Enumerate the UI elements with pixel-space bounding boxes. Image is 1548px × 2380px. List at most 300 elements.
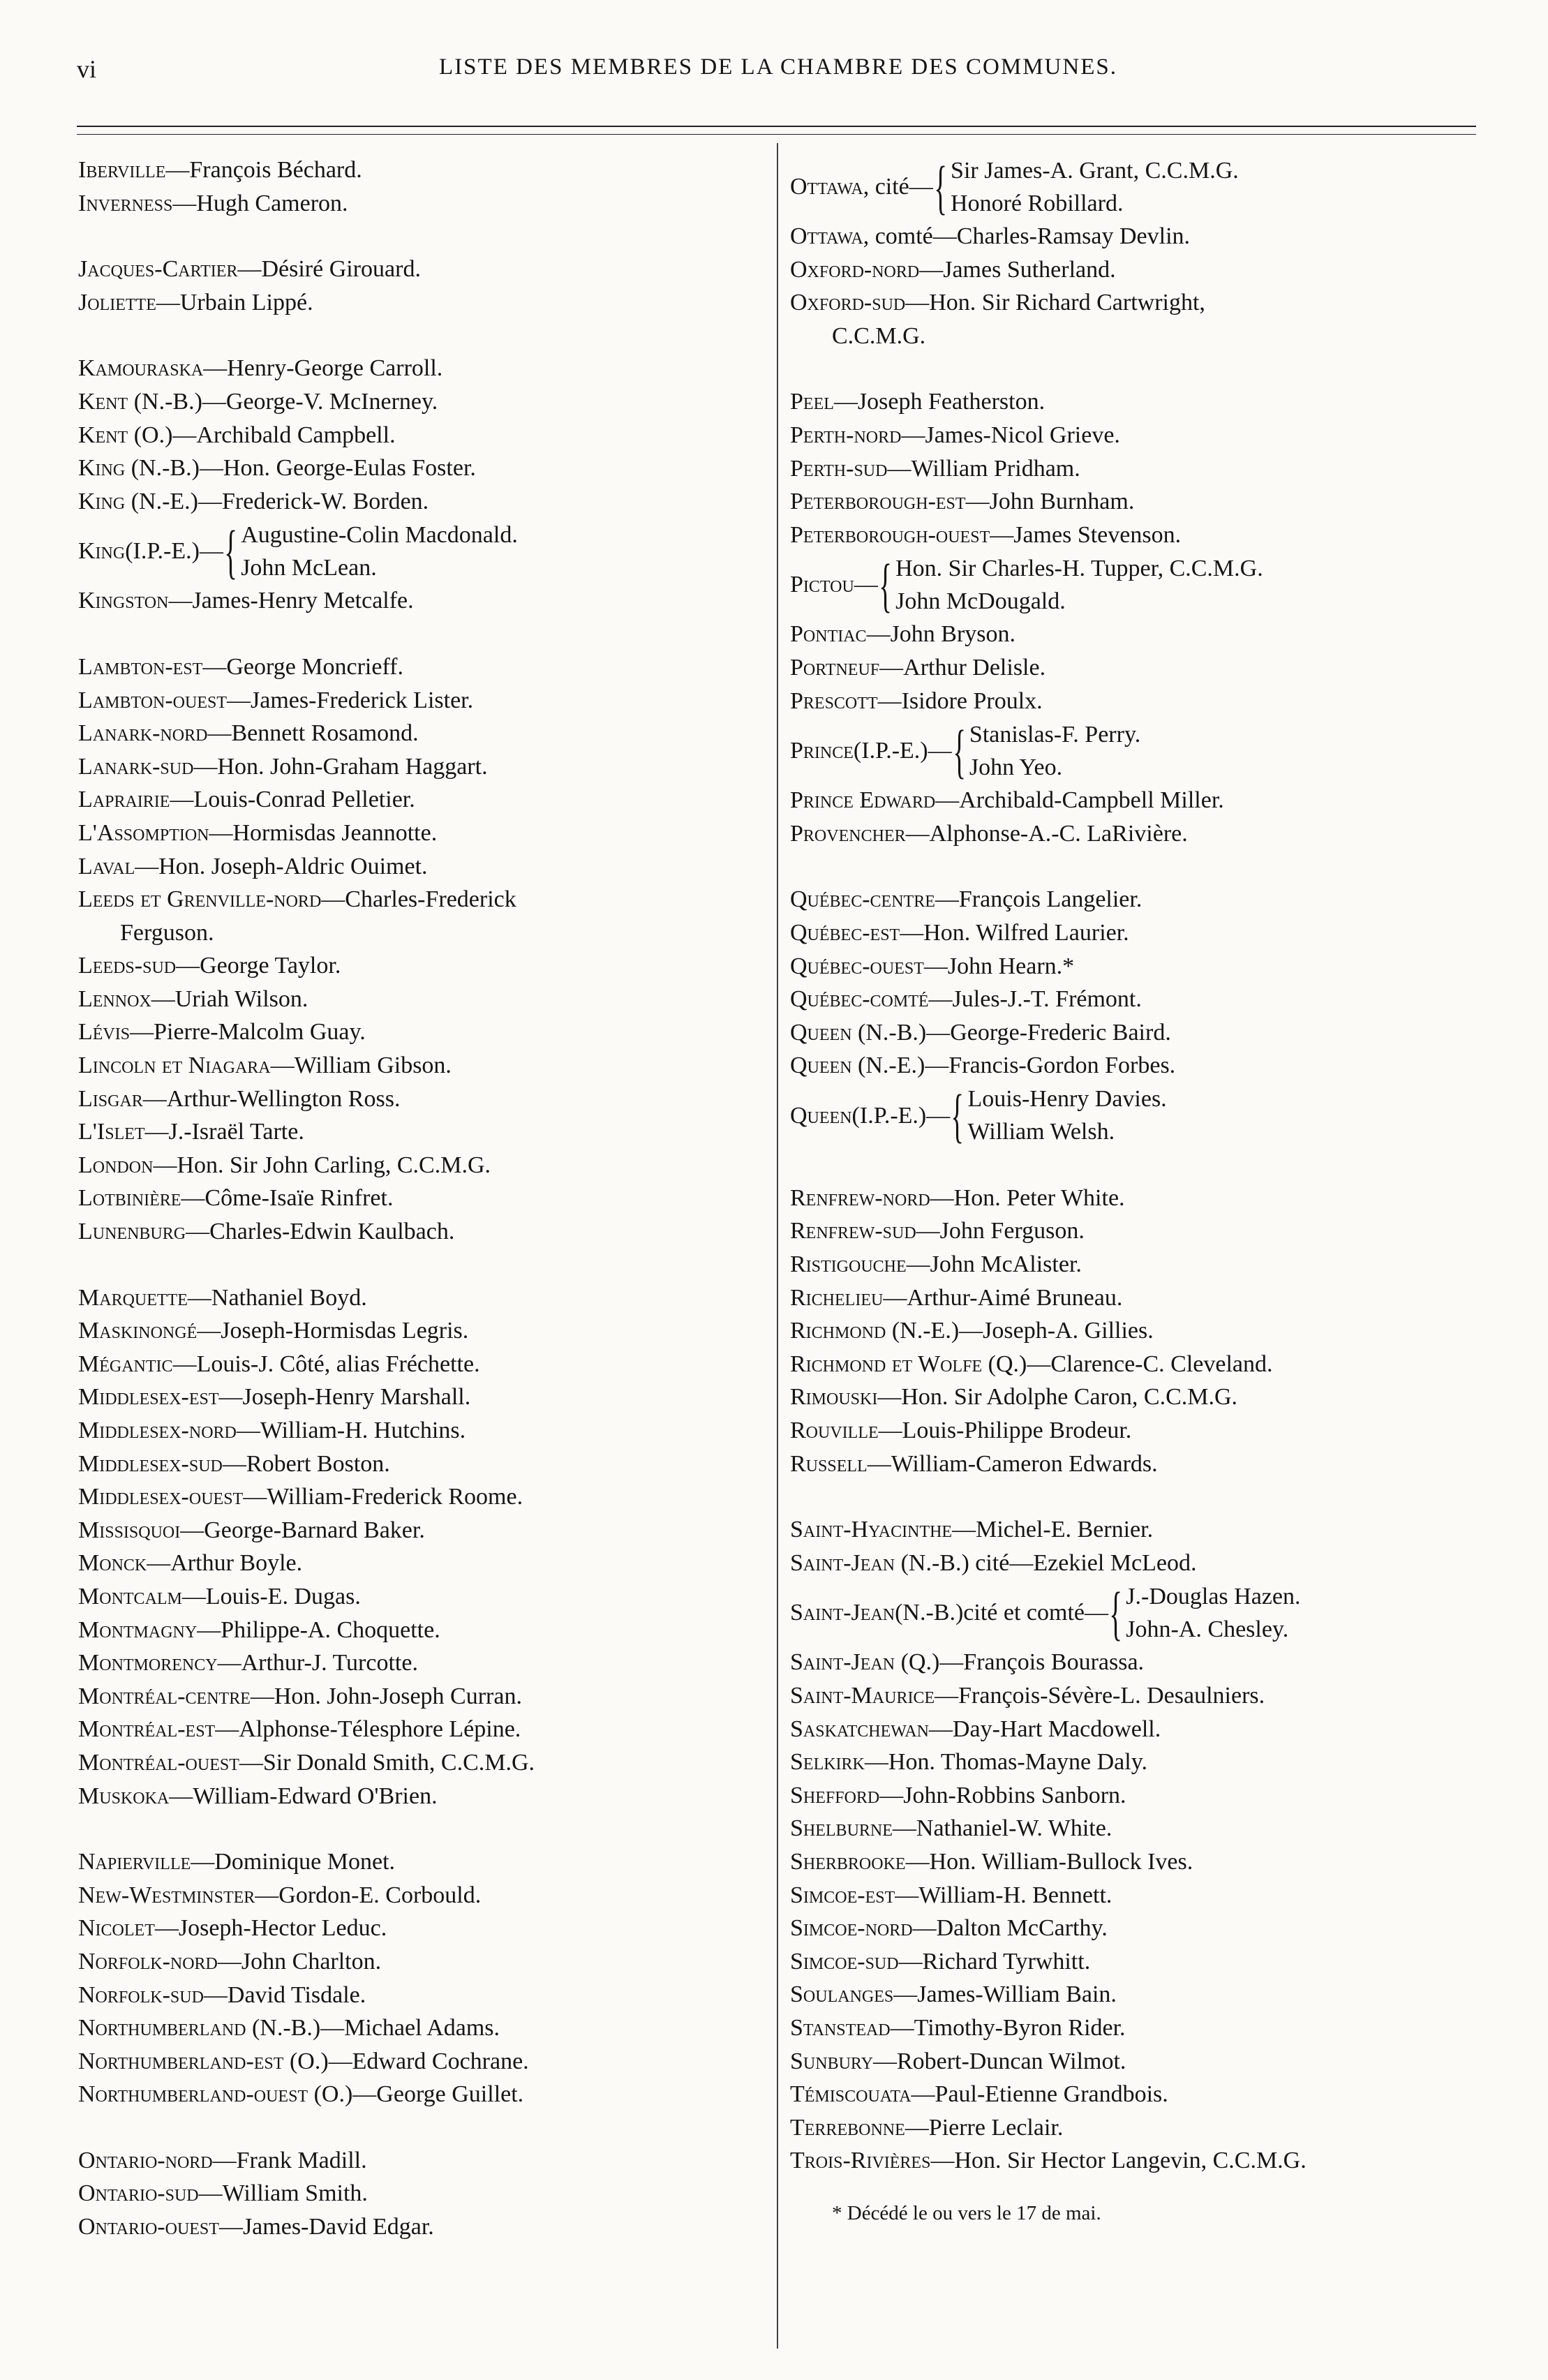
- riding-name: Queen: [790, 1053, 852, 1079]
- member-name: —William Gibson.: [270, 1053, 452, 1079]
- member-entry: [790, 983, 1481, 1016]
- riding-name: L'Islet: [78, 1119, 145, 1145]
- member-name: —James Stevenson.: [990, 521, 1182, 548]
- member-name: —James-Henry Metcalfe.: [168, 588, 414, 614]
- member-entry: [78, 1182, 769, 1215]
- member-entry: [790, 1314, 1481, 1348]
- member-name: (Q.)—Clarence-C. Cleveland.: [982, 1351, 1273, 1377]
- riding-name: King: [78, 538, 126, 565]
- riding-name: Queen: [790, 1102, 852, 1129]
- section-gap: [78, 319, 769, 352]
- member-entry: [790, 1912, 1481, 1945]
- member-entry: [78, 485, 769, 519]
- member-name: —Joseph Featherston.: [833, 389, 1045, 415]
- member-name: —George Taylor.: [176, 953, 341, 979]
- riding-name: King: [78, 488, 126, 514]
- member-name: —J.-Israël Tarte.: [144, 1119, 304, 1145]
- section-gap: [78, 1813, 769, 1845]
- member-names: [951, 154, 1239, 220]
- riding-name: Saint-Hyacinthe: [790, 1517, 953, 1543]
- member-entry: [78, 1614, 769, 1647]
- riding-name: Richmond: [790, 1318, 886, 1344]
- member-entry: [790, 1812, 1481, 1845]
- member-name: —Désiré Girouard.: [237, 256, 421, 283]
- member-entry: [790, 2045, 1481, 2078]
- member-name: —Richard Tyrwhitt.: [898, 1948, 1091, 1974]
- riding-name: Lanark-nord: [78, 720, 208, 747]
- riding-qualifier: (I.P.-E.)—: [851, 1102, 951, 1129]
- riding-name: Lambton-est: [78, 653, 203, 680]
- member-name: —Hon. Sir Adolphe Caron, C.C.M.G.: [877, 1384, 1238, 1411]
- member-name: —Timothy-Byron Rider.: [890, 2014, 1126, 2041]
- member-entry: [78, 352, 769, 385]
- riding-name: Lotbinière: [78, 1185, 181, 1212]
- riding-name: Marquette: [78, 1284, 188, 1311]
- riding-name: Saint-Maurice: [790, 1683, 935, 1709]
- section-gap: [790, 850, 1481, 883]
- member-name: (O.)—Edward Cochrane.: [283, 2048, 529, 2074]
- member-name: —William-H. Bennett.: [895, 1882, 1112, 1908]
- member-name: —Hon. Sir John Carling, C.C.M.G.: [153, 1152, 491, 1178]
- member-name: Augustine-Colin Macdonald.: [241, 521, 518, 548]
- member-name: —Hugh Cameron.: [172, 190, 348, 216]
- header-rule-thin: [77, 134, 1476, 135]
- riding-name: Peterborough-ouest: [790, 521, 990, 548]
- member-name: —James Sutherland.: [919, 256, 1116, 283]
- member-entry: [78, 717, 769, 750]
- member-entry-multi: [790, 1083, 1481, 1149]
- running-title: LISTE DES MEMBRES DE LA CHAMBRE DES COMMUNES.: [439, 54, 1117, 80]
- member-entry: [790, 916, 1481, 950]
- page-header: [77, 50, 1480, 92]
- member-names: [969, 718, 1140, 784]
- member-name: (N.-B.)—George-Frederic Baird.: [851, 1019, 1171, 1046]
- member-name: —Arthur-Aimé Bruneau.: [883, 1284, 1123, 1311]
- riding-qualifier: (I.P.-E.)—: [125, 538, 223, 565]
- member-names: [968, 1083, 1167, 1148]
- riding-name: Kingston: [78, 588, 169, 614]
- riding-name: Norfolk-sud: [78, 1981, 204, 2008]
- member-entry: [78, 2177, 769, 2210]
- member-name: —Day-Hart Macdowell.: [928, 1716, 1161, 1742]
- member-name: —Alphonse-A.-C. LaRivière.: [905, 820, 1188, 847]
- member-entry: [78, 1149, 769, 1182]
- riding-name: Lennox: [78, 986, 151, 1012]
- riding-name: Northumberland: [78, 2015, 246, 2041]
- member-entry: [790, 651, 1481, 685]
- member-entry-multi: [790, 717, 1481, 784]
- riding-name: Kent: [78, 388, 128, 415]
- member-name: —Urbain Lippé.: [156, 289, 313, 315]
- member-entry: [790, 220, 1481, 253]
- member-name: —George-Barnard Baker.: [180, 1517, 425, 1543]
- riding-name: New-Westminster: [78, 1882, 255, 1908]
- member-name: —Louis-Philippe Brodeur.: [878, 1418, 1132, 1444]
- riding-name: Norfolk-nord: [78, 1948, 218, 1974]
- member-name: —Louis-J. Côté, alias Fréchette.: [172, 1351, 480, 1377]
- riding-name: Lincoln et Niagara: [78, 1053, 271, 1079]
- member-name: William Welsh.: [967, 1119, 1115, 1145]
- member-name: —James-David Edgar.: [218, 2214, 434, 2240]
- member-entry: [78, 1580, 769, 1614]
- member-entry: [78, 187, 769, 221]
- member-entry: [78, 1879, 769, 1912]
- member-entry: [790, 1646, 1481, 1679]
- member-name: (N.-B.)—Hon. George-Eulas Foster.: [125, 455, 476, 482]
- member-entry: [78, 949, 769, 983]
- member-name: —Arthur Boyle.: [147, 1550, 303, 1577]
- member-entry: [78, 1083, 769, 1116]
- member-name: —Nathaniel-W. White.: [892, 1815, 1112, 1842]
- member-entry: [790, 883, 1481, 916]
- member-entry-multi: [790, 1579, 1481, 1646]
- riding-name: King: [78, 455, 126, 482]
- member-name: —Hon. Joseph-Aldric Ouimet.: [135, 853, 428, 879]
- member-entry: [78, 1448, 769, 1481]
- header-rule-thick: [77, 126, 1476, 127]
- riding-name: Lévis: [78, 1019, 131, 1046]
- member-entry: [78, 253, 769, 286]
- section-gap: [78, 1249, 769, 1281]
- member-entry: [78, 1215, 769, 1249]
- member-entry: [790, 2078, 1481, 2111]
- member-entry: [78, 2011, 769, 2045]
- riding-name: Maskinongé: [78, 1318, 198, 1344]
- member-name: —Bennett Rosamond.: [207, 720, 419, 747]
- member-entry: [78, 1016, 769, 1049]
- member-name: —David Tisdale.: [203, 1981, 366, 2008]
- member-name: —James-Frederick Lister.: [227, 687, 474, 713]
- riding-name: Peel: [790, 389, 834, 415]
- member-entry: [790, 1381, 1481, 1414]
- riding-name: Rouville: [790, 1418, 879, 1444]
- member-entry: [78, 1514, 769, 1547]
- page-number: vi: [77, 55, 97, 83]
- member-name: (N.-B.)—Michael Adams.: [246, 2015, 500, 2041]
- riding-name: Simcoe-est: [790, 1882, 895, 1908]
- member-entry: [78, 1049, 769, 1083]
- member-name: —Dominique Monet.: [191, 1849, 396, 1875]
- riding-name: Richmond et Wolfe: [790, 1351, 983, 1377]
- member-name: —Sir Donald Smith, C.C.M.G.: [239, 1749, 535, 1776]
- member-entry: [78, 2045, 769, 2078]
- member-names: [241, 519, 518, 584]
- member-entry: [78, 2144, 769, 2178]
- member-name: —Arthur-J. Turcotte.: [217, 1650, 418, 1676]
- member-entry: [78, 1979, 769, 2012]
- riding-name: Lanark-sud: [78, 753, 194, 780]
- riding-name: Middlesex-sud: [78, 1450, 223, 1477]
- member-name: (N.-B.)—George-V. McInerney.: [128, 388, 438, 415]
- member-name: Hon. Sir Charles-H. Tupper, C.C.M.G.: [895, 555, 1263, 581]
- member-entry: [790, 618, 1481, 651]
- member-name: —George Moncrieff.: [202, 653, 403, 680]
- riding-name: Prince: [790, 737, 854, 764]
- riding-name: Prince Edward: [790, 787, 936, 814]
- member-entry: [790, 1679, 1481, 1713]
- member-name: —François Béchard.: [165, 157, 362, 183]
- riding-name: Ontario-nord: [78, 2147, 213, 2173]
- riding-name: Oxford-nord: [790, 256, 920, 283]
- riding-name: Montréal-ouest: [78, 1749, 239, 1776]
- member-entry: [790, 1414, 1481, 1448]
- section-gap: [78, 2111, 769, 2144]
- member-entry: [790, 784, 1481, 817]
- riding-name: Middlesex-nord: [78, 1418, 237, 1443]
- riding-name: Ontario-sud: [78, 2180, 199, 2207]
- riding-name: Shelburne: [790, 1815, 893, 1842]
- member-name: —Michel-E. Bernier.: [952, 1517, 1154, 1543]
- riding-name: Lunenburg: [78, 1219, 186, 1245]
- member-name: —Côme-Isaïe Rinfret.: [181, 1185, 394, 1212]
- riding-name: Nicolet: [78, 1915, 155, 1942]
- member-name: Sir James-A. Grant, C.C.M.G.: [951, 157, 1239, 184]
- member-name: —François-Sévère-L. Desaulniers.: [935, 1683, 1265, 1709]
- member-name: —James-Nicol Grieve.: [901, 422, 1120, 448]
- member-entry: [790, 1214, 1481, 1248]
- riding-name: London: [78, 1152, 154, 1178]
- section-gap: [78, 618, 769, 650]
- member-name: —Charles-Frederick: [321, 886, 516, 913]
- member-name: —Isidore Proulx.: [877, 687, 1043, 714]
- member-name: —Jules-J.-T. Frémont.: [928, 986, 1142, 1013]
- member-name: —Hon. Sir Richard Cartwright,: [905, 290, 1205, 316]
- entry-continuation: C.C.M.G.: [832, 322, 926, 349]
- member-entry: [78, 1547, 769, 1580]
- riding-name: L'Assomption: [78, 819, 209, 846]
- member-name: (Q.)—François Bourassa.: [895, 1649, 1145, 1676]
- brace-symbol: {: [952, 717, 966, 784]
- riding-name: Richelieu: [790, 1284, 884, 1311]
- riding-name: Leeds-sud: [78, 953, 177, 979]
- member-name: —Dalton McCarthy.: [912, 1915, 1108, 1942]
- riding-name: Laval: [78, 853, 135, 879]
- member-name: —Hon. Sir Hector Langevin, C.C.M.G.: [930, 2148, 1307, 2174]
- riding-name: Northumberland-ouest: [78, 2081, 308, 2108]
- riding-name: Renfrew-nord: [790, 1184, 930, 1211]
- member-entry: [78, 584, 769, 618]
- brace-symbol: {: [1109, 1579, 1122, 1646]
- member-name: —William-Cameron Edwards.: [867, 1450, 1158, 1477]
- riding-qualifier: (I.P.-E.)—: [853, 737, 952, 764]
- member-name: —Louis-E. Dugas.: [181, 1583, 361, 1609]
- member-name: —Louis-Conrad Pelletier.: [170, 787, 415, 813]
- member-entry: [78, 452, 769, 485]
- member-name: John McDougald.: [895, 588, 1066, 614]
- member-entry: [790, 286, 1481, 320]
- riding-name: Middlesex-est: [78, 1384, 219, 1411]
- member-name: J.-Douglas Hazen.: [1126, 1583, 1301, 1609]
- section-gap: [790, 1480, 1481, 1513]
- member-name: —William-Edward O'Brien.: [169, 1783, 438, 1809]
- riding-name: Simcoe-nord: [790, 1915, 913, 1942]
- member-name: —John-Robbins Sanborn.: [879, 1782, 1126, 1808]
- member-name: —John Bryson.: [866, 621, 1016, 648]
- member-name: —Alphonse-Télesphore Lépine.: [215, 1716, 521, 1743]
- riding-name: Ontario-ouest: [78, 2214, 219, 2240]
- riding-name: Renfrew-sud: [790, 1218, 916, 1244]
- member-name: —François Langelier.: [935, 886, 1143, 913]
- member-name: —Hon. William-Bullock Ives.: [905, 1848, 1193, 1875]
- member-name: —Paul-Etienne Grandbois.: [911, 2081, 1168, 2108]
- member-entry: [790, 1779, 1481, 1813]
- riding-name: Pontiac: [790, 621, 867, 648]
- riding-name: Ottawa: [790, 173, 863, 200]
- brace-symbol: {: [934, 153, 947, 221]
- member-entry: [790, 1879, 1481, 1912]
- member-entry: [790, 452, 1481, 486]
- riding-name: Lambton-ouest: [78, 687, 227, 713]
- riding-name: Monck: [78, 1550, 147, 1577]
- riding-name: Laprairie: [78, 787, 170, 813]
- riding-name: Sunbury: [790, 2048, 873, 2074]
- member-entry: [790, 1049, 1481, 1083]
- riding-name: Témiscouata: [790, 2081, 911, 2108]
- section-gap: [78, 220, 769, 253]
- riding-name: Stanstead: [790, 2014, 891, 2041]
- riding-name: Perth-sud: [790, 455, 888, 482]
- riding-name: Saskatchewan: [790, 1716, 929, 1742]
- member-name: —John McAlister.: [906, 1251, 1082, 1278]
- member-name: —James-William Bain.: [893, 1981, 1117, 2008]
- member-name: —John Ferguson.: [916, 1218, 1085, 1244]
- member-entry: [78, 1281, 769, 1315]
- riding-name: Simcoe-sud: [790, 1948, 899, 1974]
- riding-name: Peterborough-est: [790, 489, 966, 515]
- riding-name: Montréal-centre: [78, 1683, 251, 1709]
- member-entry: [78, 1115, 769, 1149]
- riding-name: Queen: [790, 1019, 852, 1046]
- member-name: —Philippe-A. Choquette.: [197, 1616, 440, 1643]
- member-name: (N.-E.)—Frederick-W. Borden.: [125, 488, 429, 514]
- member-entry: [78, 650, 769, 684]
- member-entry: [790, 1016, 1481, 1050]
- entry-continuation: Ferguson.: [120, 919, 214, 946]
- member-entry: [78, 1912, 769, 1945]
- member-entry: [790, 1746, 1481, 1779]
- member-entry: [78, 1480, 769, 1514]
- member-entry: [78, 1381, 769, 1414]
- member-entry: [790, 485, 1481, 519]
- member-entry: [790, 1845, 1481, 1879]
- riding-name: Québec-comté: [790, 986, 929, 1013]
- member-entry: [78, 1713, 769, 1746]
- member-name: —William-H. Hutchins.: [236, 1418, 466, 1443]
- riding-name: Saint-Jean: [790, 1649, 895, 1676]
- riding-name: Ristigouche: [790, 1251, 907, 1278]
- riding-qualifier: (N.-B.)cité et comté—: [895, 1600, 1108, 1626]
- member-name: —Charles-Edwin Kaulbach.: [186, 1219, 455, 1245]
- member-name: —Uriah Wilson.: [151, 986, 308, 1012]
- member-entry: [78, 1314, 769, 1348]
- member-name: John-A. Chesley.: [1126, 1616, 1289, 1642]
- riding-name: Kent: [78, 422, 128, 448]
- member-name: —Joseph-Hormisdas Legris.: [197, 1318, 469, 1344]
- member-entry: [790, 2111, 1481, 2145]
- member-entry: [790, 1281, 1481, 1315]
- member-name: , comté—Charles-Ramsay Devlin.: [863, 223, 1191, 249]
- member-name: —Arthur Delisle.: [879, 654, 1046, 680]
- member-entry: [78, 1646, 769, 1680]
- riding-name: Missisquoi: [78, 1517, 181, 1543]
- riding-name: Montcalm: [78, 1583, 182, 1609]
- member-entry: [78, 983, 769, 1016]
- riding-name: Perth-nord: [790, 422, 902, 448]
- member-name: Honoré Robillard.: [951, 190, 1124, 216]
- member-entry: [790, 2144, 1481, 2178]
- member-name: Louis-Henry Davies.: [967, 1086, 1167, 1113]
- riding-name: Provencher: [790, 820, 906, 847]
- member-name: —John Hearn.*: [923, 953, 1075, 979]
- member-entry: [78, 385, 769, 419]
- member-entry: [790, 385, 1481, 419]
- member-entry: [78, 684, 769, 717]
- riding-name: Lisgar: [78, 1085, 143, 1112]
- brace-symbol: {: [879, 551, 892, 618]
- member-entry: [790, 1248, 1481, 1281]
- member-name: —John Charlton.: [217, 1948, 382, 1974]
- member-name: John Yeo.: [969, 754, 1063, 780]
- member-name: —Pierre-Malcolm Guay.: [130, 1019, 366, 1046]
- member-entry: [790, 1448, 1481, 1481]
- column-divider: [777, 143, 778, 2349]
- member-entry: [78, 1746, 769, 1780]
- member-entry: [78, 883, 769, 916]
- member-name: Stanislas-F. Perry.: [969, 721, 1141, 748]
- member-name: —Hon. John-Joseph Curran.: [250, 1683, 522, 1709]
- member-entry: [78, 154, 769, 187]
- member-entry: [790, 253, 1481, 287]
- right-column-entries: [790, 154, 1481, 2178]
- member-entry: [790, 1945, 1481, 1979]
- riding-name: Kamouraska: [78, 355, 204, 382]
- riding-name: Northumberland-est: [78, 2048, 284, 2074]
- member-name: —John Burnham.: [965, 489, 1135, 515]
- member-entry: [790, 1713, 1481, 1746]
- member-name: —Joseph-Henry Marshall.: [218, 1384, 471, 1411]
- member-entry: [78, 1780, 769, 1813]
- member-entry: [790, 419, 1481, 452]
- riding-name: Saint-Jean: [790, 1600, 895, 1626]
- riding-name: Mégantic: [78, 1351, 173, 1377]
- member-entry: [78, 1414, 769, 1448]
- section-gap: [790, 352, 1481, 385]
- riding-name: Ottawa: [790, 223, 863, 249]
- member-entry: [78, 2210, 769, 2244]
- member-name: —William Pridham.: [887, 455, 1080, 482]
- member-entry: [790, 1182, 1481, 1215]
- member-name: —Hon. Peter White.: [930, 1184, 1125, 1211]
- riding-name: Portneuf: [790, 654, 880, 680]
- riding-name: Saint-Jean: [790, 1549, 895, 1576]
- member-entry: [78, 850, 769, 884]
- riding-qualifier: —: [854, 572, 878, 598]
- right-column: [790, 154, 1481, 2231]
- riding-name: Rimouski: [790, 1384, 878, 1411]
- member-entry: [78, 783, 769, 817]
- member-entry: [78, 1680, 769, 1713]
- member-entry: [78, 286, 769, 320]
- member-name: —Joseph-Hector Leduc.: [154, 1915, 387, 1942]
- member-name: (N.-E.)—Joseph-A. Gillies.: [886, 1318, 1154, 1344]
- member-name: —Robert Boston.: [222, 1450, 390, 1477]
- riding-name: Jacques-Cartier: [78, 256, 238, 283]
- riding-name: Trois-Rivières: [790, 2148, 931, 2174]
- riding-name: Québec-est: [790, 919, 900, 946]
- riding-name: Pictou: [790, 572, 854, 598]
- member-name: —Hon. Wilfred Laurier.: [900, 919, 1129, 946]
- riding-name: Prescott: [790, 687, 878, 714]
